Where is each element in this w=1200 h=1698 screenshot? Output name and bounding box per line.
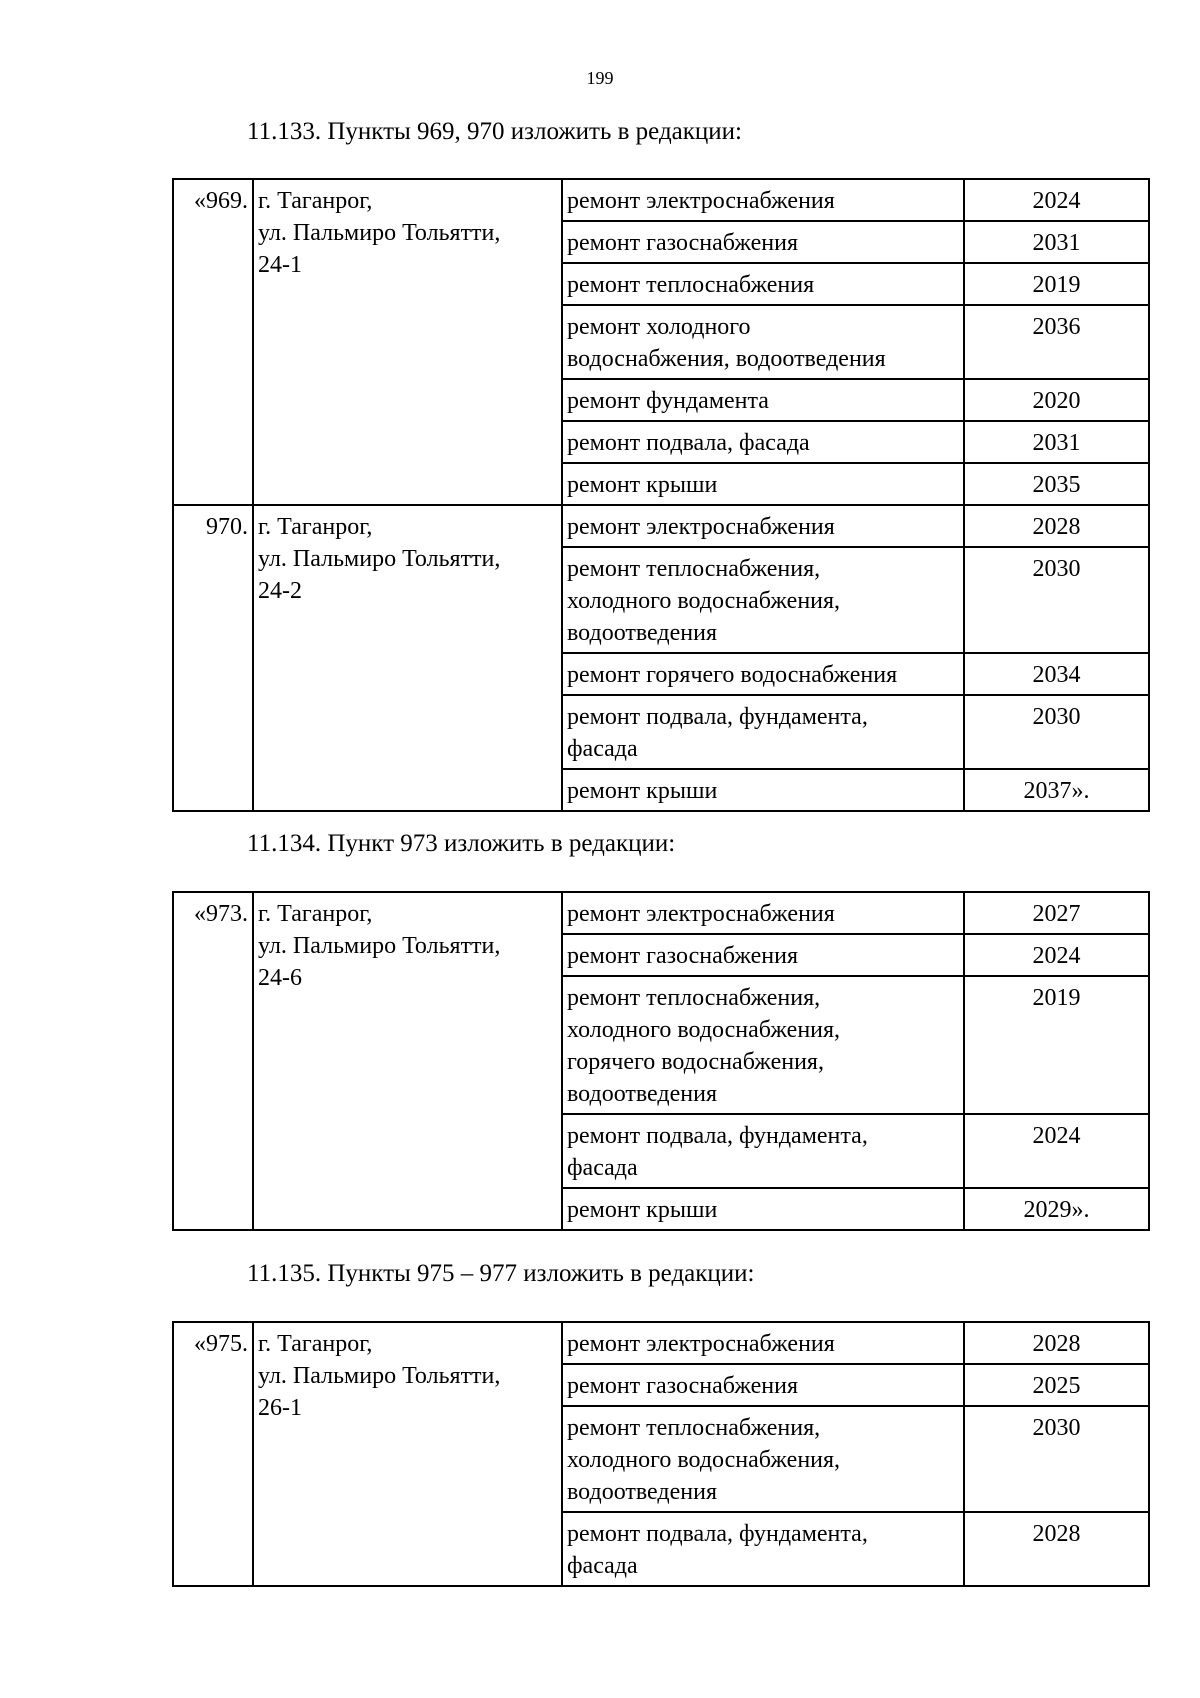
item-number: «973. [173,892,253,1230]
work-type: ремонт теплоснабжения, холодного водоснабжения, горячего водоснабжения, водоотведения [562,976,964,1114]
work-year: 2028 [964,505,1149,547]
work-year: 2030 [964,547,1149,653]
work-year: 2024 [964,179,1149,221]
item-number: 970. [173,505,253,811]
work-year: 2020 [964,379,1149,421]
item-address: г. Таганрог, ул. Пальмиро Тольятти, 26-1 [253,1322,562,1586]
work-type: ремонт крыши [562,769,964,811]
work-type: ремонт горячего водоснабжения [562,653,964,695]
work-type: ремонт подвала, фасада [562,421,964,463]
amendment-table-975 [172,1321,1150,1587]
section-heading-11-135: 11.135. Пункты 975 – 977 изложить в редакции: [247,1260,755,1287]
work-year: 2031 [964,221,1149,263]
work-year: 2030 [964,1406,1149,1512]
table-row [173,505,1149,547]
work-type: ремонт фундамента [562,379,964,421]
section-heading-11-134: 11.134. Пункт 973 изложить в редакции: [247,830,676,857]
work-year: 2027 [964,892,1149,934]
work-type: ремонт холодного водоснабжения, водоотведения [562,305,964,379]
work-type: ремонт электроснабжения [562,179,964,221]
work-type: ремонт подвала, фундамента, фасада [562,1512,964,1586]
work-year: 2019 [964,263,1149,305]
work-type: ремонт крыши [562,1188,964,1230]
work-year: 2030 [964,695,1149,769]
item-number: «969. [173,179,253,505]
work-year: 2028 [964,1322,1149,1364]
amendment-table-973 [172,891,1150,1231]
work-year: 2024 [964,934,1149,976]
item-address: г. Таганрог, ул. Пальмиро Тольятти, 24-1 [253,179,562,505]
work-type: ремонт подвала, фундамента, фасада [562,695,964,769]
work-type: ремонт газоснабжения [562,934,964,976]
section-heading-11-133: 11.133. Пункты 969, 970 изложить в редакции: [247,118,742,145]
work-type: ремонт газоснабжения [562,221,964,263]
work-year: 2025 [964,1364,1149,1406]
work-year: 2029». [964,1188,1149,1230]
work-type: ремонт теплоснабжения, холодного водоснабжения, водоотведения [562,1406,964,1512]
table-row [173,179,1149,221]
table-row [173,892,1149,934]
work-year: 2034 [964,653,1149,695]
work-type: ремонт подвала, фундамента, фасада [562,1114,964,1188]
work-year: 2037». [964,769,1149,811]
work-year: 2031 [964,421,1149,463]
work-year: 2024 [964,1114,1149,1188]
work-type: ремонт газоснабжения [562,1364,964,1406]
work-type: ремонт электроснабжения [562,1322,964,1364]
work-year: 2036 [964,305,1149,379]
work-type: ремонт электроснабжения [562,892,964,934]
table-row [173,1322,1149,1364]
work-year: 2019 [964,976,1149,1114]
work-type: ремонт электроснабжения [562,505,964,547]
work-type: ремонт теплоснабжения, холодного водоснабжения, водоотведения [562,547,964,653]
work-year: 2035 [964,463,1149,505]
work-type: ремонт теплоснабжения [562,263,964,305]
work-type: ремонт крыши [562,463,964,505]
item-address: г. Таганрог, ул. Пальмиро Тольятти, 24-6 [253,892,562,1230]
page-number: 199 [586,68,614,88]
work-year: 2028 [964,1512,1149,1586]
item-number: «975. [173,1322,253,1586]
item-address: г. Таганрог, ул. Пальмиро Тольятти, 24-2 [253,505,562,811]
amendment-table-969-970 [172,178,1150,812]
